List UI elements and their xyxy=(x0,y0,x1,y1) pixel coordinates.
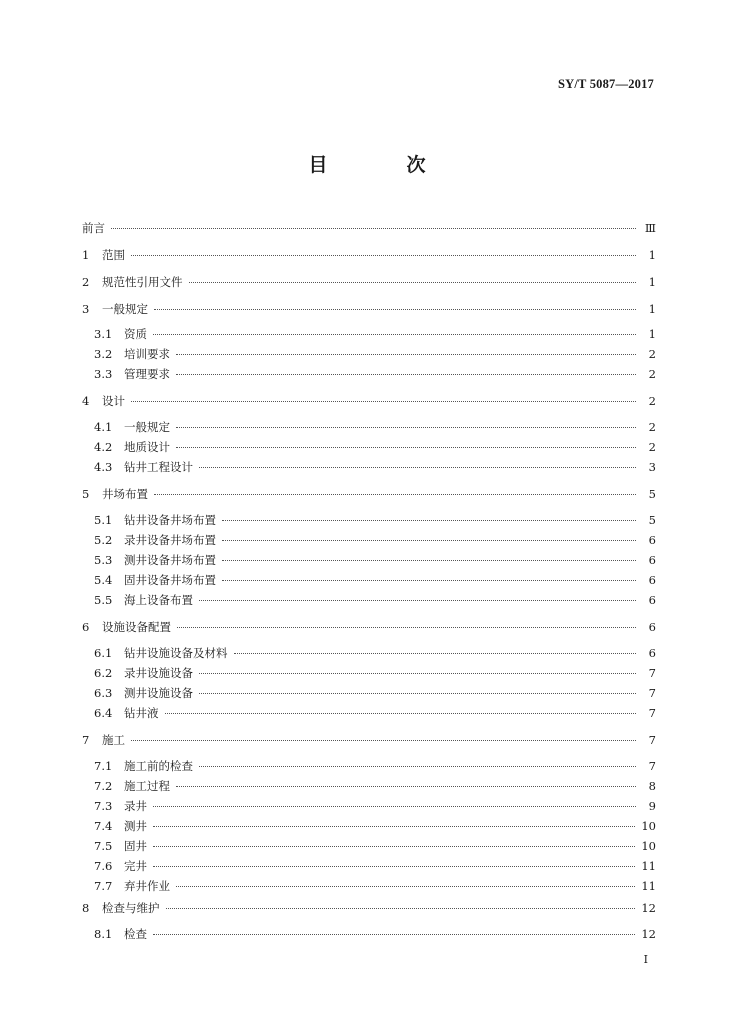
toc-number: 4.3 xyxy=(94,460,113,474)
toc-title: 钻井设施设备及材料 xyxy=(124,646,228,660)
toc-subsection-row[interactable] xyxy=(82,571,656,589)
toc-page-number: 10 xyxy=(641,839,656,853)
toc-page-number: Ⅲ xyxy=(644,221,656,235)
toc-section-row[interactable] xyxy=(82,246,656,264)
dot-leader xyxy=(176,786,636,787)
toc-number: 4.2 xyxy=(94,440,113,454)
toc-page-number: 1 xyxy=(648,275,656,289)
toc-title: 地质设计 xyxy=(124,440,170,454)
toc-section-row[interactable] xyxy=(82,300,656,318)
toc-page-number: 7 xyxy=(648,666,656,680)
toc-page-number: 6 xyxy=(648,646,656,660)
toc-number: 7 xyxy=(82,733,90,747)
toc-number: 7.5 xyxy=(94,839,113,853)
toc-page-number: 2 xyxy=(648,420,656,434)
toc-number: 5.5 xyxy=(94,593,113,607)
toc-subsection-row[interactable] xyxy=(82,644,656,662)
toc-number: 5.2 xyxy=(94,533,113,547)
toc-page-number: 11 xyxy=(641,859,656,873)
toc-page-number: 5 xyxy=(648,487,656,501)
toc-number: 6.3 xyxy=(94,686,113,700)
toc-number: 7.1 xyxy=(94,759,113,773)
toc-page-number: 6 xyxy=(648,533,656,547)
toc-number: 6 xyxy=(82,620,90,634)
toc-subsection-row[interactable] xyxy=(82,664,656,682)
dot-leader xyxy=(199,693,636,694)
toc-title: 设计 xyxy=(102,394,125,408)
toc-number: 5.4 xyxy=(94,573,113,587)
toc-title: 井场布置 xyxy=(102,487,148,501)
dot-leader xyxy=(165,713,637,714)
toc-number: 5.3 xyxy=(94,553,113,567)
toc-page-number: 8 xyxy=(648,779,656,793)
dot-leader xyxy=(234,653,637,654)
dot-leader xyxy=(153,934,635,935)
toc-number: 7.2 xyxy=(94,779,113,793)
toc-number: 5.1 xyxy=(94,513,113,527)
toc-page-number: 1 xyxy=(648,248,656,262)
dot-leader xyxy=(176,447,636,448)
toc-title: 范围 xyxy=(102,248,125,262)
dot-leader xyxy=(176,354,636,355)
toc-page-number: 2 xyxy=(648,440,656,454)
dot-leader xyxy=(199,673,636,674)
toc-number: 3.2 xyxy=(94,347,113,361)
toc-subsection-row[interactable] xyxy=(82,438,656,456)
toc-title: 培训要求 xyxy=(124,347,170,361)
toc-page-number: 7 xyxy=(648,733,656,747)
toc-title: 测井 xyxy=(124,819,147,833)
toc-section-row[interactable] xyxy=(82,731,656,749)
dot-leader xyxy=(176,374,636,375)
dot-leader xyxy=(222,580,636,581)
toc-number: 7.4 xyxy=(94,819,113,833)
toc-title: 固井设备井场布置 xyxy=(124,573,216,587)
toc-title: 管理要求 xyxy=(124,367,170,381)
toc-page-number: 1 xyxy=(648,327,656,341)
toc-title: 检查与维护 xyxy=(102,901,160,915)
toc-number: 8.1 xyxy=(94,927,113,941)
toc-section-row[interactable] xyxy=(82,485,656,503)
toc-page-number: 5 xyxy=(648,513,656,527)
toc-page-number: 6 xyxy=(648,620,656,634)
toc-section-row[interactable] xyxy=(82,273,656,291)
toc-page-number: 3 xyxy=(648,460,656,474)
toc-page-number: 6 xyxy=(648,573,656,587)
toc-title: 施工 xyxy=(102,733,125,747)
toc-subsection-row[interactable] xyxy=(82,511,656,529)
toc-number: 3.1 xyxy=(94,327,113,341)
dot-leader xyxy=(199,766,636,767)
dot-leader xyxy=(222,540,636,541)
toc-title: 规范性引用文件 xyxy=(102,275,183,289)
toc-subsection-row[interactable] xyxy=(82,591,656,609)
toc-subsection-row[interactable] xyxy=(82,837,656,855)
toc-subsection-row[interactable] xyxy=(82,757,656,775)
toc-title: 录井设备井场布置 xyxy=(124,533,216,547)
dot-leader xyxy=(154,494,636,495)
toc-title: 弃井作业 xyxy=(124,879,170,893)
toc-page-number: 12 xyxy=(641,927,656,941)
toc-title: 设施设备配置 xyxy=(102,620,171,634)
toc-subsection-row[interactable] xyxy=(82,458,656,476)
toc-section-row[interactable] xyxy=(82,219,656,237)
toc-subsection-row[interactable] xyxy=(82,777,656,795)
dot-leader xyxy=(166,908,636,909)
dot-leader xyxy=(111,228,636,229)
toc-number: 1 xyxy=(82,248,90,262)
toc-number: 6.2 xyxy=(94,666,113,680)
toc-number: 7.6 xyxy=(94,859,113,873)
dot-leader xyxy=(131,740,636,741)
page-title: 目 次 xyxy=(308,154,456,176)
toc-subsection-row[interactable] xyxy=(82,877,656,895)
toc-title: 录井设施设备 xyxy=(124,666,193,680)
toc-page-number: 9 xyxy=(648,799,656,813)
toc-title: 完井 xyxy=(124,859,147,873)
toc-subsection-row[interactable] xyxy=(82,365,656,383)
toc-page-number: 7 xyxy=(648,759,656,773)
dot-leader xyxy=(153,846,635,847)
dot-leader xyxy=(222,520,636,521)
toc-subsection-row[interactable] xyxy=(82,817,656,835)
dot-leader xyxy=(153,826,635,827)
toc-title: 钻井设备井场布置 xyxy=(124,513,216,527)
toc-page-number: 7 xyxy=(648,686,656,700)
toc-title: 前言 xyxy=(82,221,105,235)
toc-page-number: 2 xyxy=(648,394,656,408)
toc-number: 8 xyxy=(82,901,90,915)
toc-subsection-row[interactable] xyxy=(82,925,656,943)
toc-section-row[interactable] xyxy=(82,392,656,410)
toc-title: 录井 xyxy=(124,799,147,813)
toc-number: 7.3 xyxy=(94,799,113,813)
toc-subsection-row[interactable] xyxy=(82,704,656,722)
toc-title: 资质 xyxy=(124,327,147,341)
toc-section-row[interactable] xyxy=(82,899,656,917)
toc-number: 6.4 xyxy=(94,706,113,720)
dot-leader xyxy=(177,627,636,628)
toc-subsection-row[interactable] xyxy=(82,345,656,363)
toc-subsection-row[interactable] xyxy=(82,797,656,815)
dot-leader xyxy=(153,866,635,867)
toc-title: 一般规定 xyxy=(124,420,170,434)
toc-page-number: 6 xyxy=(648,593,656,607)
dot-leader xyxy=(131,255,636,256)
toc-subsection-row[interactable] xyxy=(82,551,656,569)
toc-title: 施工过程 xyxy=(124,779,170,793)
toc-subsection-row[interactable] xyxy=(82,418,656,436)
dot-leader xyxy=(153,806,636,807)
toc-title: 钻井液 xyxy=(124,706,159,720)
toc-page-number: 7 xyxy=(648,706,656,720)
toc-title: 测井设施设备 xyxy=(124,686,193,700)
toc-subsection-row[interactable] xyxy=(82,857,656,875)
dot-leader xyxy=(153,334,636,335)
toc-number: 5 xyxy=(82,487,90,501)
toc-page-number: 2 xyxy=(648,367,656,381)
dot-leader xyxy=(154,309,636,310)
toc-number: 2 xyxy=(82,275,90,289)
dot-leader xyxy=(199,467,636,468)
toc-number: 3.3 xyxy=(94,367,113,381)
toc-title: 海上设备布置 xyxy=(124,593,193,607)
toc-title: 固井 xyxy=(124,839,147,853)
toc-title: 钻井工程设计 xyxy=(124,460,193,474)
toc-number: 4 xyxy=(82,394,90,408)
toc-title: 检查 xyxy=(124,927,147,941)
toc-number: 4.1 xyxy=(94,420,113,434)
standard-code: SY/T 5087—2017 xyxy=(558,77,654,91)
page-number: I xyxy=(643,953,648,966)
toc-page-number: 1 xyxy=(648,302,656,316)
toc-subsection-row[interactable] xyxy=(82,531,656,549)
toc-subsection-row[interactable] xyxy=(82,325,656,343)
toc-subsection-row[interactable] xyxy=(82,684,656,702)
toc-page-number: 6 xyxy=(648,553,656,567)
toc-section-row[interactable] xyxy=(82,618,656,636)
dot-leader xyxy=(176,886,635,887)
toc-page-number: 2 xyxy=(648,347,656,361)
dot-leader xyxy=(199,600,636,601)
toc-title: 一般规定 xyxy=(102,302,148,316)
toc-title: 测井设备井场布置 xyxy=(124,553,216,567)
toc-page-number: 11 xyxy=(641,879,656,893)
dot-leader xyxy=(189,282,637,283)
dot-leader xyxy=(131,401,636,402)
toc-page-number: 10 xyxy=(641,819,656,833)
dot-leader xyxy=(176,427,636,428)
toc-number: 6.1 xyxy=(94,646,113,660)
toc-number: 7.7 xyxy=(94,879,113,893)
toc-page-number: 12 xyxy=(641,901,656,915)
dot-leader xyxy=(222,560,636,561)
toc-number: 3 xyxy=(82,302,90,316)
toc-title: 施工前的检查 xyxy=(124,759,193,773)
